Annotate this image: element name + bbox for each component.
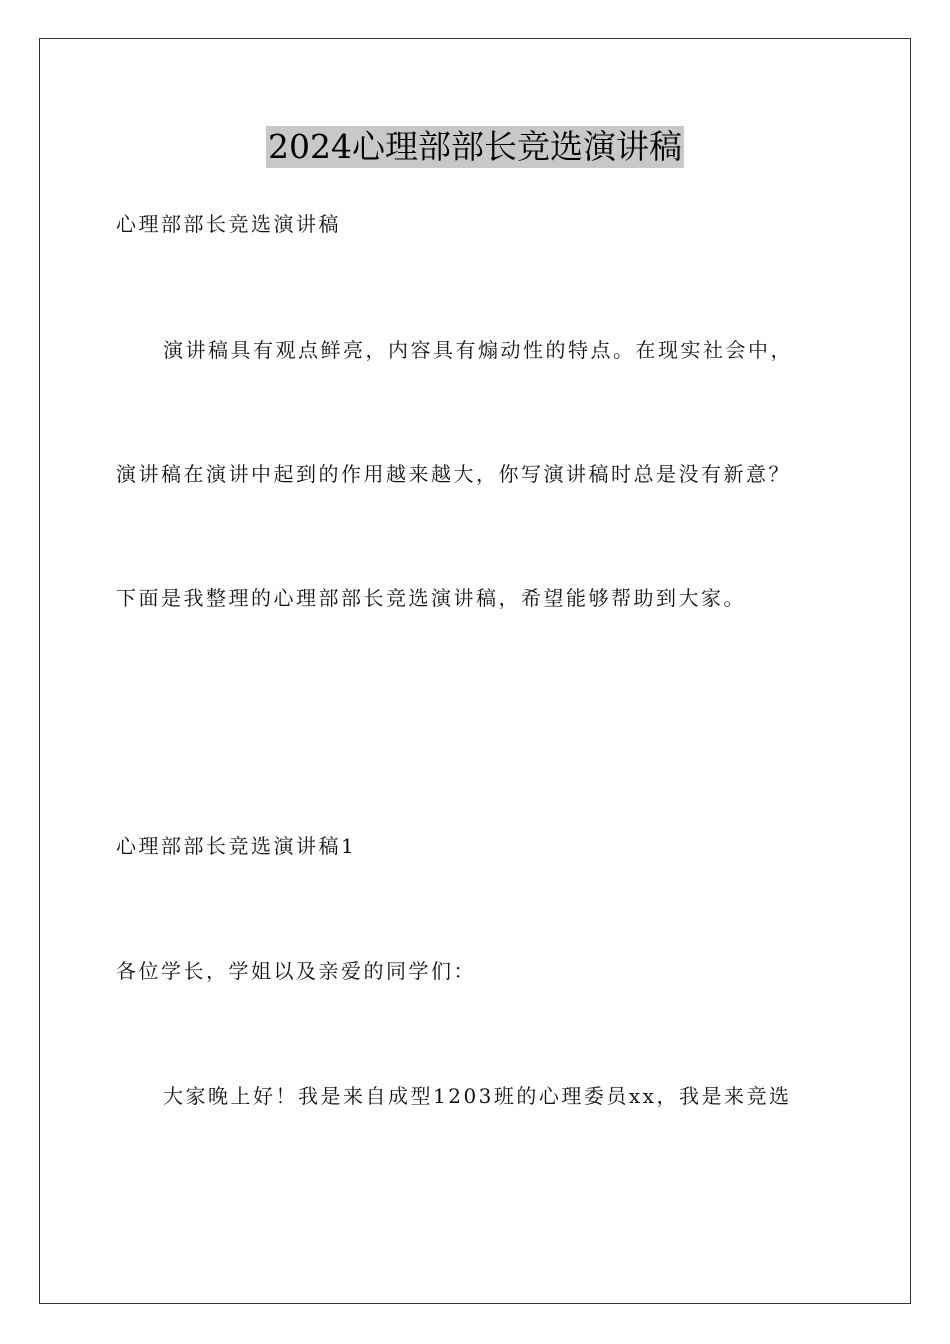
- title-container: [0, 126, 950, 168]
- intro-line-1: 演讲稿具有观点鲜亮，内容具有煽动性的特点。在现实社会中，: [163, 338, 793, 362]
- subtitle: 心理部部长竞选演讲稿: [116, 212, 341, 236]
- body-paragraph-line: 大家晚上好！我是来自成型1203班的心理委员xx，我是来竞选: [163, 1084, 792, 1108]
- intro-line-3: 下面是我整理的心理部部长竞选演讲稿，希望能够帮助到大家。: [116, 586, 746, 610]
- intro-line-2: 演讲稿在演讲中起到的作用越来越大，你写演讲稿时总是没有新意？: [116, 462, 791, 486]
- greeting: 各位学长，学姐以及亲爱的同学们：: [116, 959, 476, 983]
- section-heading: 心理部部长竞选演讲稿1: [116, 834, 357, 858]
- document-title: 2024心理部部长竞选演讲稿: [268, 127, 682, 166]
